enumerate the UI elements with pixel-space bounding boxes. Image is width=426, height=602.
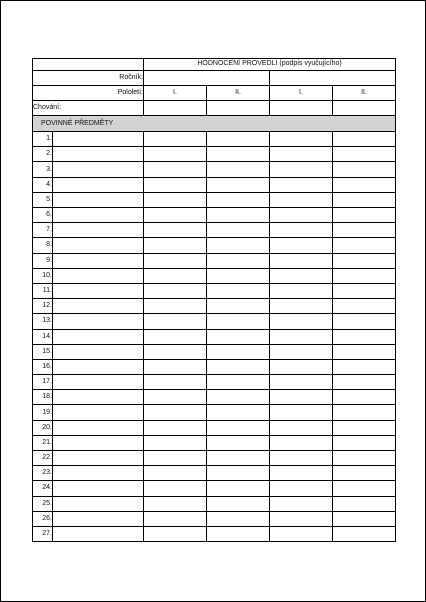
- grade-cell[interactable]: [333, 451, 396, 466]
- row-number: 25.: [33, 496, 53, 511]
- grade-cell[interactable]: [207, 451, 270, 466]
- grade-cell[interactable]: [144, 390, 207, 405]
- row-number: 26.: [33, 511, 53, 526]
- subject-cell[interactable]: [53, 375, 144, 390]
- subject-row: [33, 162, 396, 177]
- grade-cell[interactable]: [270, 268, 333, 283]
- grade-cell[interactable]: [144, 451, 207, 466]
- subject-row: [33, 192, 396, 207]
- grade-cell[interactable]: [270, 132, 333, 147]
- grade-cell[interactable]: [144, 192, 207, 207]
- section-title: POVINNÉ PŘEDMĚTY: [33, 116, 396, 132]
- subject-cell[interactable]: [53, 253, 144, 268]
- subject-cell[interactable]: [53, 283, 144, 298]
- row-number: 20.: [33, 420, 53, 435]
- pololeti-value: II.: [333, 85, 396, 100]
- subject-cell[interactable]: [53, 208, 144, 223]
- subject-cell[interactable]: [53, 299, 144, 314]
- subject-row: [33, 526, 396, 541]
- grade-cell[interactable]: [207, 344, 270, 359]
- grade-cell[interactable]: [333, 223, 396, 238]
- section-row: [33, 116, 396, 132]
- grade-cell[interactable]: [144, 511, 207, 526]
- grade-cell[interactable]: [144, 526, 207, 541]
- grade-cell: [333, 100, 396, 115]
- grade-cell[interactable]: [207, 405, 270, 420]
- evaluation-table: [32, 58, 396, 542]
- row-number: 10.: [33, 268, 53, 283]
- grade-cell[interactable]: [270, 405, 333, 420]
- grade-cell[interactable]: [207, 466, 270, 481]
- row-number: 23.: [33, 466, 53, 481]
- subject-row: [33, 268, 396, 283]
- grade-cell[interactable]: [333, 526, 396, 541]
- grade-cell[interactable]: [207, 253, 270, 268]
- pololeti-value: I.: [144, 85, 207, 100]
- grade-cell[interactable]: [207, 481, 270, 496]
- grade-cell[interactable]: [333, 435, 396, 450]
- rocnik-cell: [144, 70, 270, 85]
- row-number: 8.: [33, 238, 53, 253]
- grade-cell[interactable]: [144, 177, 207, 192]
- subject-cell[interactable]: [53, 162, 144, 177]
- grade-cell[interactable]: [207, 223, 270, 238]
- row-number: 21.: [33, 435, 53, 450]
- subject-row: [33, 420, 396, 435]
- subject-row: [33, 496, 396, 511]
- grade-cell[interactable]: [144, 162, 207, 177]
- grade-cell[interactable]: [270, 420, 333, 435]
- grade-cell[interactable]: [144, 238, 207, 253]
- subject-cell[interactable]: [53, 329, 144, 344]
- row-number: 19.: [33, 405, 53, 420]
- subject-cell[interactable]: [53, 526, 144, 541]
- subject-row: [33, 177, 396, 192]
- grade-cell[interactable]: [270, 162, 333, 177]
- grade-cell[interactable]: [270, 375, 333, 390]
- grade-cell[interactable]: [207, 511, 270, 526]
- grade-cell[interactable]: [270, 451, 333, 466]
- grade-cell[interactable]: [270, 496, 333, 511]
- grade-cell[interactable]: [207, 238, 270, 253]
- row-number: 13.: [33, 314, 53, 329]
- blank-cell: [33, 59, 144, 71]
- row-number: 17.: [33, 375, 53, 390]
- subject-cell[interactable]: [53, 147, 144, 162]
- grade-cell[interactable]: [270, 390, 333, 405]
- subject-cell[interactable]: [53, 466, 144, 481]
- row-number: 9.: [33, 253, 53, 268]
- grade-cell[interactable]: [144, 299, 207, 314]
- grade-cell: [207, 100, 270, 115]
- grade-cell[interactable]: [333, 299, 396, 314]
- subject-cell[interactable]: [53, 405, 144, 420]
- row-number: 18.: [33, 390, 53, 405]
- grade-cell[interactable]: [144, 147, 207, 162]
- grade-cell[interactable]: [270, 208, 333, 223]
- subject-cell[interactable]: [53, 420, 144, 435]
- grade-cell[interactable]: [144, 420, 207, 435]
- grade-cell[interactable]: [333, 192, 396, 207]
- grade-cell[interactable]: [333, 253, 396, 268]
- grade-cell[interactable]: [207, 268, 270, 283]
- grade-cell[interactable]: [333, 405, 396, 420]
- row-number: 27.: [33, 526, 53, 541]
- grade-cell[interactable]: [207, 329, 270, 344]
- grade-cell[interactable]: [144, 223, 207, 238]
- subject-cell[interactable]: [53, 344, 144, 359]
- grade-cell[interactable]: [207, 283, 270, 298]
- row-number: 16.: [33, 359, 53, 374]
- grade-cell[interactable]: [207, 435, 270, 450]
- row-number: 1.: [33, 132, 53, 147]
- grade-cell[interactable]: [333, 375, 396, 390]
- grade-cell[interactable]: [270, 147, 333, 162]
- grade-cell[interactable]: [333, 359, 396, 374]
- subject-row: [33, 132, 396, 147]
- subject-row: [33, 344, 396, 359]
- subject-cell[interactable]: [53, 451, 144, 466]
- grade-cell[interactable]: [144, 435, 207, 450]
- subject-cell[interactable]: [53, 268, 144, 283]
- subject-row: [33, 253, 396, 268]
- subject-cell[interactable]: [53, 132, 144, 147]
- rocnik-row: [33, 70, 396, 85]
- grade-cell[interactable]: [333, 390, 396, 405]
- row-number: 15.: [33, 344, 53, 359]
- pololeti-label: Pololetí:: [33, 85, 144, 100]
- chovani-label: Chování:: [33, 100, 144, 115]
- grade-cell[interactable]: [144, 253, 207, 268]
- grade-cell[interactable]: [270, 466, 333, 481]
- subject-cell[interactable]: [53, 435, 144, 450]
- grade-cell[interactable]: [144, 268, 207, 283]
- grade-cell[interactable]: [207, 132, 270, 147]
- subject-row: [33, 299, 396, 314]
- pololeti-value: II.: [207, 85, 270, 100]
- grade-cell[interactable]: [270, 223, 333, 238]
- grade-cell[interactable]: [270, 192, 333, 207]
- grade-cell[interactable]: [333, 466, 396, 481]
- subject-row: [33, 283, 396, 298]
- grade-cell[interactable]: [270, 511, 333, 526]
- grade-cell[interactable]: [144, 208, 207, 223]
- grade-cell[interactable]: [207, 526, 270, 541]
- row-number: 12.: [33, 299, 53, 314]
- subject-row: [33, 359, 396, 374]
- subject-cell[interactable]: [53, 177, 144, 192]
- grade-cell[interactable]: [333, 268, 396, 283]
- subject-row: [33, 451, 396, 466]
- subject-row: [33, 147, 396, 162]
- grade-cell: [270, 100, 333, 115]
- subject-row: [33, 435, 396, 450]
- grade-cell[interactable]: [333, 420, 396, 435]
- grade-cell[interactable]: [333, 496, 396, 511]
- grade-cell[interactable]: [207, 299, 270, 314]
- subject-cell[interactable]: [53, 511, 144, 526]
- grade-cell[interactable]: [270, 481, 333, 496]
- subject-row: [33, 466, 396, 481]
- grade-cell[interactable]: [144, 496, 207, 511]
- grade-cell[interactable]: [333, 208, 396, 223]
- subject-cell[interactable]: [53, 314, 144, 329]
- rocnik-cell: [270, 70, 396, 85]
- grade-cell[interactable]: [270, 253, 333, 268]
- grade-cell[interactable]: [207, 420, 270, 435]
- grade-cell[interactable]: [207, 192, 270, 207]
- grade-cell[interactable]: [207, 208, 270, 223]
- chovani-row: [33, 100, 396, 115]
- grade-cell[interactable]: [270, 299, 333, 314]
- subject-row: [33, 314, 396, 329]
- row-number: 22.: [33, 451, 53, 466]
- grade-cell[interactable]: [144, 344, 207, 359]
- grade-cell[interactable]: [333, 314, 396, 329]
- grade-cell[interactable]: [144, 466, 207, 481]
- subject-row: [33, 481, 396, 496]
- grade-cell[interactable]: [270, 435, 333, 450]
- subject-row: [33, 405, 396, 420]
- row-number: 24.: [33, 481, 53, 496]
- grade-cell[interactable]: [144, 481, 207, 496]
- grade-cell[interactable]: [207, 375, 270, 390]
- pololeti-row: [33, 85, 396, 100]
- grade-cell[interactable]: [270, 359, 333, 374]
- subject-row: [33, 223, 396, 238]
- grade-cell[interactable]: [333, 344, 396, 359]
- grade-cell[interactable]: [144, 329, 207, 344]
- grade-cell[interactable]: [333, 329, 396, 344]
- grade-cell[interactable]: [207, 177, 270, 192]
- grade-cell[interactable]: [333, 238, 396, 253]
- subject-row: [33, 390, 396, 405]
- row-number: 7.: [33, 223, 53, 238]
- row-number: 5.: [33, 192, 53, 207]
- subject-row: [33, 375, 396, 390]
- grade-cell[interactable]: [207, 390, 270, 405]
- row-number: 3.: [33, 162, 53, 177]
- row-number: 11.: [33, 283, 53, 298]
- row-number: 4.: [33, 177, 53, 192]
- grade-cell[interactable]: [144, 283, 207, 298]
- grade-cell[interactable]: [333, 147, 396, 162]
- row-number: 6.: [33, 208, 53, 223]
- grade-cell[interactable]: [207, 359, 270, 374]
- grade-cell[interactable]: [333, 283, 396, 298]
- grade-cell[interactable]: [333, 511, 396, 526]
- subject-cell[interactable]: [53, 238, 144, 253]
- grade-cell[interactable]: [144, 359, 207, 374]
- grade-cell[interactable]: [207, 496, 270, 511]
- grade-cell[interactable]: [270, 177, 333, 192]
- row-number: 14.: [33, 329, 53, 344]
- grade-cell[interactable]: [207, 314, 270, 329]
- subject-cell[interactable]: [53, 192, 144, 207]
- grade-cell[interactable]: [333, 162, 396, 177]
- subject-row: [33, 208, 396, 223]
- grade-cell[interactable]: [207, 162, 270, 177]
- subject-cell[interactable]: [53, 223, 144, 238]
- grade-cell[interactable]: [270, 526, 333, 541]
- grade-cell: [144, 100, 207, 115]
- subject-cell[interactable]: [53, 496, 144, 511]
- grade-cell[interactable]: [270, 329, 333, 344]
- grade-cell[interactable]: [207, 147, 270, 162]
- pololeti-value: I.: [270, 85, 333, 100]
- subject-row: [33, 238, 396, 253]
- grade-cell[interactable]: [270, 283, 333, 298]
- grade-cell[interactable]: [270, 314, 333, 329]
- grade-cell[interactable]: [144, 314, 207, 329]
- grade-cell[interactable]: [333, 177, 396, 192]
- grade-cell[interactable]: [333, 132, 396, 147]
- subject-row: [33, 329, 396, 344]
- subject-cell[interactable]: [53, 481, 144, 496]
- grade-cell[interactable]: [144, 405, 207, 420]
- grade-cell[interactable]: [144, 375, 207, 390]
- row-number: 2.: [33, 147, 53, 162]
- grade-cell[interactable]: [270, 344, 333, 359]
- grade-cell[interactable]: [333, 481, 396, 496]
- evaluation-header-row: [33, 59, 396, 71]
- evaluation-title: HODNOCENÍ PROVEDLI (podpis vyučujícího): [144, 59, 396, 71]
- rocnik-label: Ročník:: [33, 70, 144, 85]
- grade-cell[interactable]: [144, 132, 207, 147]
- subject-cell[interactable]: [53, 359, 144, 374]
- subject-cell[interactable]: [53, 390, 144, 405]
- grade-cell[interactable]: [270, 238, 333, 253]
- subject-row: [33, 511, 396, 526]
